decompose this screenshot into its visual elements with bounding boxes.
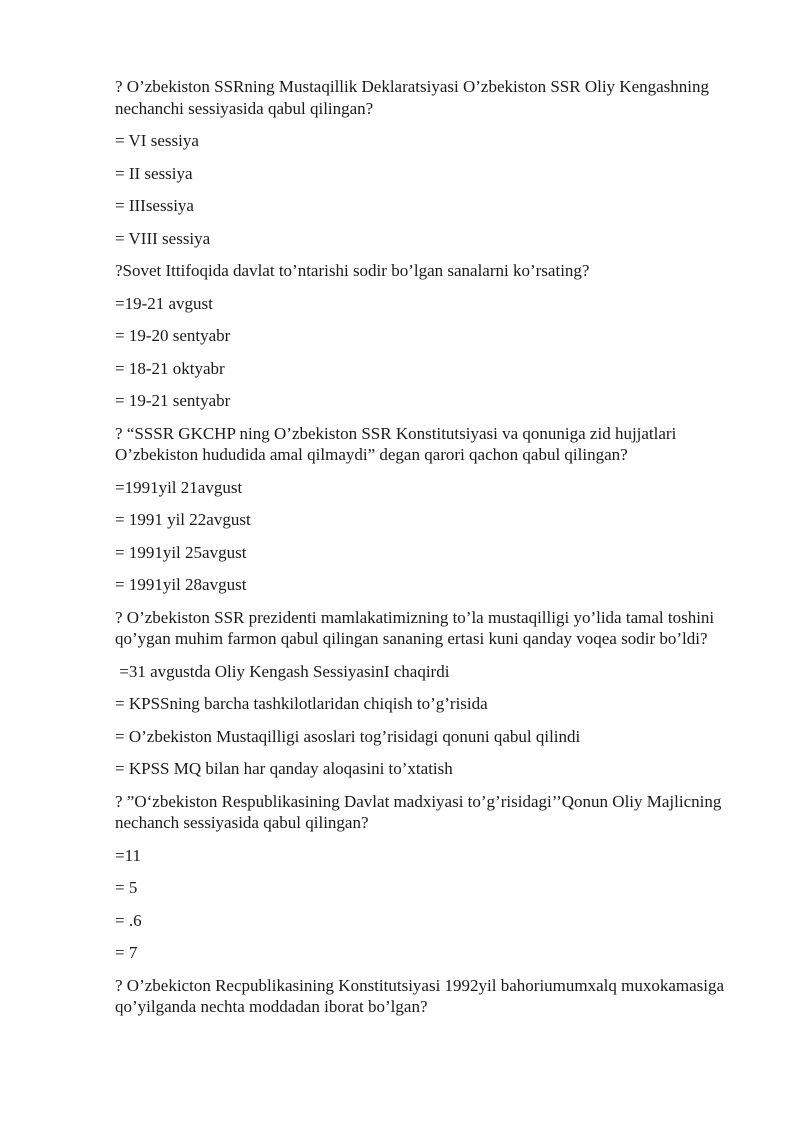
answer-2-3: = 18-21 oktyabr (115, 358, 225, 378)
document-body (115, 76, 735, 1029)
question-1: ? O’zbekiston SSRning Mustaqillik Deklaratsiyasi O’zbekiston SSR Oliy Kengashning nechanchi sessiyasida qabul qilingan? (115, 77, 714, 118)
answer-2-1: =19-21 avgust (115, 293, 213, 313)
answer-1-3: = IIIsessiya (115, 196, 194, 215)
answer-4-1: =31 avgustda Oliy Kengash SessiyasinI chaqirdi (115, 661, 450, 681)
answer-1-4: = VIII sessiya (115, 228, 211, 248)
answer-4-3: = O’zbekiston Mustaqilligi asoslari tog’risidagi qonuni qabul qilindi (115, 726, 581, 746)
answer-5-2: = 5 (115, 878, 138, 897)
question-6: ? O’zbekicton Recpublikasining Konstitutsiyasi 1992yil bahoriumumxalq muxokamasiga qo’yilganda nechta moddadan iborat bo’lgan? (115, 975, 729, 1016)
answer-1-1: = VI sessiya (115, 131, 199, 150)
answer-5-4: = 7 (115, 943, 138, 962)
answer-4-2: = KPSSning barcha tashkilotlaridan chiqish to’g’risida (115, 694, 488, 713)
answer-4-4: = KPSS MQ bilan har qanday aloqasini to’xtatish (115, 759, 453, 778)
answer-5-3: = .6 (115, 910, 142, 930)
answer-2-2: = 19-20 sentyabr (115, 326, 231, 345)
answer-3-1: =1991yil 21avgust (115, 477, 243, 497)
answer-3-4: = 1991yil 28avgust (115, 575, 247, 594)
answer-3-2: = 1991 yil 22avgust (115, 510, 251, 529)
answer-2-4: = 19-21 sentyabr (115, 391, 231, 410)
question-4: ? O’zbekiston SSR prezidenti mamlakatimizning to’la mustaqilligi yo’lida tamal toshini qo’ygan muhim farmon qabul qilingan sananing ertasi kuni qanday voqea sodir bo’ldi? (115, 607, 719, 648)
answer-1-2: = II sessiya (115, 163, 193, 183)
question-2: ?Sovet Ittifoqida davlat to’ntarishi sodir bo’lgan sanalarni ko’rsating? (115, 261, 590, 280)
answer-5-1: =11 (115, 845, 141, 865)
question-3: ? “SSSR GKCHP ning O’zbekiston SSR Konstitutsiyasi va qonuniga zid hujjatlari O’zbekiston hududida amal qilmaydi” degan qarori qachon qabul qilingan? (115, 423, 681, 464)
answer-3-3: = 1991yil 25avgust (115, 542, 247, 562)
question-5: ? ”O‘zbekiston Respublikasining Davlat madxiyasi to’g’risidagi’’Qonun Oliy Majlicning nechanch sessiyasida qabul qilingan? (115, 791, 726, 832)
